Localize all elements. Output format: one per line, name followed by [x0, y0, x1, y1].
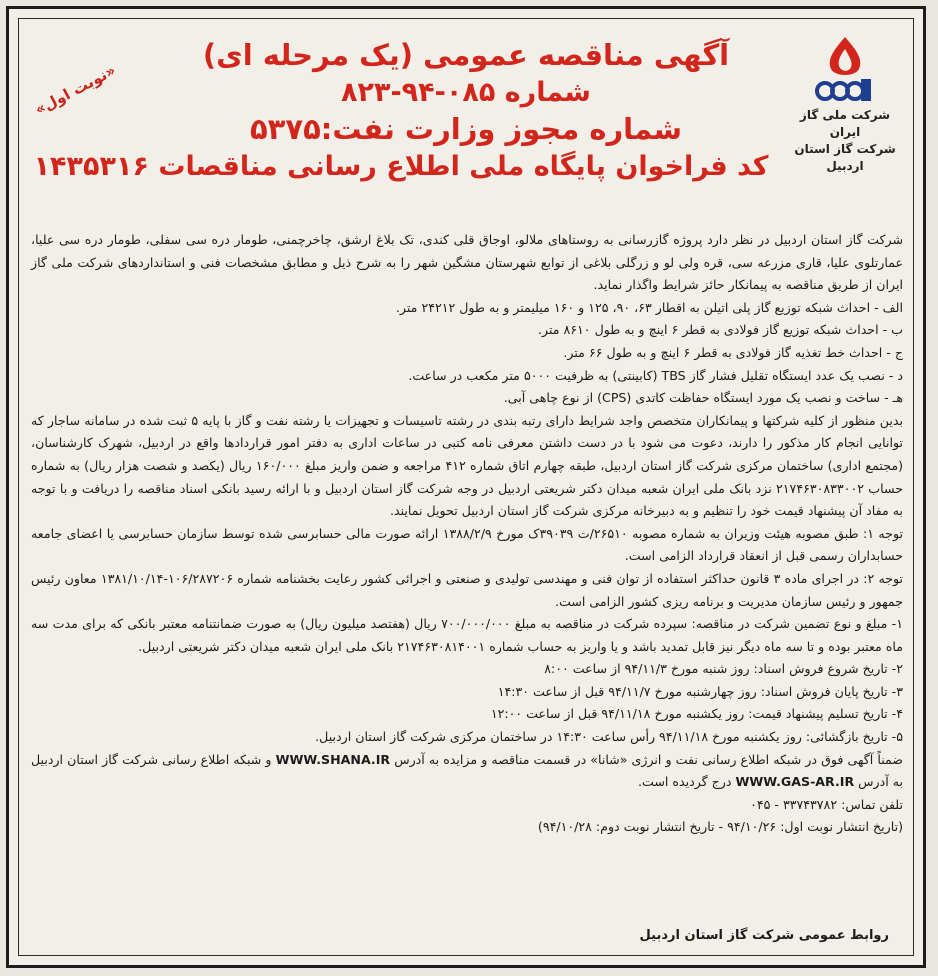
gas-ar-link[interactable]: WWW.GAS-AR.IR: [735, 774, 855, 790]
condition-item: ۱- مبلغ و نوع تضمین شرکت در مناقصه: سپرده شرکت در مناقصه به مبلغ ۷۰۰/۰۰۰/۰۰۰ ریال (هفتصد میلیون ریال) به صورت ضمانتنامه معتبر بانکی که برای مدت سه ماه معتبر بوده و تا سه ماه دیگر نیز قابل تمدید باشد و یا واریز به حساب شماره ۲۱۷۴۶۳۰۸۱۴۰۰۱ بانک ملی ایران شعبه میدان دکتر شریعتی اردبیل.: [31, 616, 903, 654]
condition-item: ۳- تاریخ پایان فروش اسناد: روز چهارشنبه مورخ ۹۴/۱۱/۷ قبل از ساعت ۱۴:۳۰: [497, 683, 903, 699]
title-number: شماره ۰۸۵-۹۴-۸۲۳: [341, 77, 591, 108]
company-logo: [785, 35, 905, 173]
scope-item: هـ - ساخت و نصب یک مورد ایستگاه حفاظت کاتدی (CPS) از نوع چاهی آبی.: [503, 390, 903, 406]
condition-item: ۵- تاریخ بازگشائی: روز یکشنبه مورخ ۹۴/۱۱/۱۸ رأس ساعت ۱۴:۳۰ در ساختمان مرکزی شرکت گاز استان اردبیل.: [315, 729, 903, 745]
scope-item: د - نصب یک عدد ایستگاه تقلیل فشار گاز TBS (کابینتی) به ظرفیت ۵۰۰۰ متر مکعب در ساعت.: [408, 367, 903, 383]
scope-item: ب - احداث شبکه توزیع گاز فولادی به قطر ۶ اینچ و به طول ۸۶۱۰ متر.: [538, 322, 903, 338]
condition-item: ۴- تاریخ تسلیم پیشنهاد قیمت: روز یکشنبه مورخ ۹۴/۱۱/۱۸ قبل از ساعت ۱۲:۰۰: [490, 706, 903, 722]
contact-phone: تلفن تماس: ۳۳۷۴۳۷۸۲ - ۰۴۵: [750, 796, 903, 812]
logo-text-branch: شرکت گاز استان اردبیل: [794, 142, 896, 173]
publish-text-b: و شبکه اطلاع رسانی شرکت گاز استان اردبیل به آدرس: [31, 751, 903, 790]
publish-text-a: ضمناً آگهی فوق در شبکه اطلاع رسانی نفت و انرژی «شانا» در قسمت مناقصه و مزایده به آدرس: [394, 751, 903, 767]
ad-body: [31, 229, 903, 839]
first-publication-badge: «نوبت اول»: [31, 61, 119, 119]
title-permit: شماره مجوز وزارت نفت:۵۳۷۵: [249, 112, 683, 146]
ad-frame: [6, 6, 926, 968]
public-relations-signature: روابط عمومی شرکت گاز استان اردبیل: [639, 928, 889, 943]
condition-item: ۲- تاریخ شروع فروش اسناد: روز شنبه مورخ ۹۴/۱۱/۳ از ساعت ۸:۰۰: [544, 661, 903, 677]
note-item: توجه ۱: طبق مصوبه هیئت وزیران به شماره مصوبه ۲۶۵۱۰/ت ۳۹۰۳۹ک مورخ ۱۳۸۸/۲/۹ ارائه صورت مالی حسابرسی شده توسط سازمان حسابرسی یا اعضای جامعه حسابداران رسمی قبل از انعقاد قرارداد الزامی است.: [31, 525, 903, 564]
note-item: توجه ۲: در اجرای ماده ۳ قانون حداکثر استفاده از توان فنی و مهندسی تولیدی و صنعتی و اجرائی کشور رعایت بخشنامه شماره ۱۰۶/۲۸۷۲۰۶-۱۳۸۱/۱۰/۱۴ معاون رئیس جمهور و رئیس سازمان مدیریت و برنامه ریزی کشور الزامی است.: [31, 570, 903, 609]
publish-paragraph: [31, 749, 903, 794]
flame-logo-icon: [813, 35, 877, 107]
title-tender: آگهی مناقصه عمومی (یک مرحله ای): [202, 38, 730, 72]
publication-dates: (تاریخ انتشار نوبت اول: ۹۴/۱۰/۲۶ - تاریخ انتشار نوبت دوم: ۹۴/۱۰/۲۸): [537, 819, 903, 835]
eligibility-paragraph: بدین منظور از کلیه شرکتها و پیمانکاران متخصص واجد شرایط دارای رتبه بندی در رشته تاسیسات و تجهیزات یا رشته نفت و گاز با پایه ۵ ثبت شده در سامانه ساجار که توانایی انجام کار مذکور را دارند، دعوت می شود با در دست داشتن معرفی نامه کتبی در ساعات اداری به دفتر امور قراردادها واقع در اردبیل، شهرک کارشناسان، (مجتمع اداری) ساختمان مرکزی شرکت گاز استان اردبیل، طبقه چهارم اتاق شماره ۴۱۲ مراجعه و ضمن واریز مبلغ ۱۶۰/۰۰۰ ریال (یکصد و شصت هزار ریال) به شماره حساب ۲۱۷۴۶۳۰۸۳۳۰۰۲ نزد بانک ملی ایران شعبه میدان دکتر شریعتی اردبیل در وجه شرکت گاز استان اردبیل و با ارائه رسید بانکی اسناد مناقصه را دریافت و با توجه به مفاد آن پیشنهاد قیمت خود را تنظیم و به دبیرخانه مرکزی شرکت گاز استان اردبیل تحویل نمایند.: [31, 412, 903, 519]
title-call-code: کد فراخوان پایگاه ملی اطلاع رسانی مناقصات ۱۴۳۵۳۱۶: [33, 151, 769, 182]
publish-text-c: درج گردیده است.: [637, 774, 732, 790]
scope-item: الف - احداث شبکه توزیع گاز پلی اتیلن به اقطار ۶۳، ۹۰، ۱۲۵ و ۱۶۰ میلیمتر و به طول ۲۴۲۱۲ متر.: [395, 299, 903, 315]
intro-paragraph: شرکت گاز استان اردبیل در نظر دارد پروژه گازرسانی به روستاهای ملالو، اوجاق قلی کندی، تک بلاغ ارشق، چاخرچمنی، طومار دره سی سفلی، طومار دره سی علیا، عمارتلوی علیا، قاری مزرعه سی، قره ولی لو و زرگلی بلاغی از توابع شهرستان مشگین شهر را به شرح ذیل و مطابق مشخصات فنی و استانداردهای شرکت ملی گاز ایران از طریق مناقصه به پیمانکار حائز شرایط واگذار نماید.: [31, 232, 903, 293]
shana-link[interactable]: WWW.SHANA.IR: [275, 751, 391, 767]
scope-item: ج - احداث خط تغذیه گاز فولادی به قطر ۶ اینچ و به طول ۶۶ متر.: [563, 344, 903, 360]
logo-text-company: شرکت ملی گاز ایران: [799, 108, 891, 139]
